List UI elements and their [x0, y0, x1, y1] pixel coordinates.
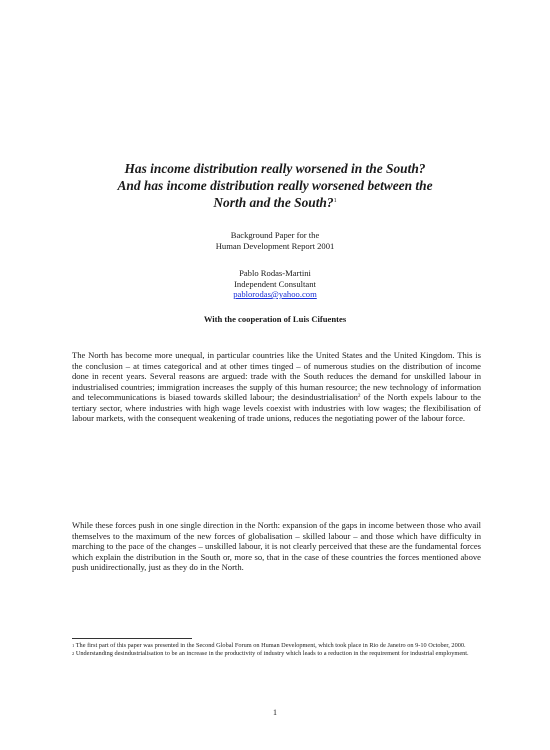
footnote-2-text: Understanding desindustrialisation to be an increase in the productivity of industry which leads to a reduction in the requirement for industrial employment.: [74, 650, 469, 658]
title-line-1: Has income distribution really worsened in the South?: [124, 161, 426, 176]
author-block: [60, 268, 490, 300]
title-line-3-text: North and the South?: [213, 195, 334, 210]
footnote-1: [72, 642, 481, 650]
paragraph-1-text-a: The North has become more unequal, in particular countries like the United States and the United Kingdom. This is the conclusion – at times categorical and at other times tinged – of numerous studies on the distribution of income done in recent years. Several reasons are argued: trade with the South reduces the demand for unskilled labour in industrialised countries; immigration increases the supply of this human resource; the new technology of information and telecommunications is biased towards skilled labour; the desindustrialisation: [72, 350, 481, 402]
paragraph-1-text-b: of the North expels labour to the tertiary sector, where industries with high wage levels coexist with industries with low wages; the flexibilisation of labour markets, with the consequent weakening of trade unions, reduces the negotiating power of the labour force.: [72, 392, 481, 423]
background-line-1: Background Paper for the: [230, 230, 320, 240]
footnote-1-ref: 1: [72, 643, 75, 648]
author-email-link[interactable]: pablorodas@yahoo.com: [233, 289, 317, 299]
background-paper-note: [60, 230, 490, 251]
author-role: Independent Consultant: [234, 278, 316, 289]
footnote-divider: [72, 638, 192, 639]
page-number: 1: [273, 708, 277, 717]
cooperation-note: With the cooperation of Luis Cifuentes: [203, 314, 347, 324]
title-line-3: [60, 194, 490, 211]
title-footnote-ref[interactable]: 1: [333, 198, 337, 204]
title-line-2: And has income distribution really worsened between the: [117, 178, 433, 193]
body-paragraph-1: [72, 350, 481, 424]
footnote-1-text: The first part of this paper was presented in the Second Global Forum on Human Development, which took place in Rio de Janeiro on 9-10 October, 2000.: [74, 642, 466, 649]
footnotes: [72, 642, 481, 659]
author-name: Pablo Rodas-Martini: [239, 268, 311, 278]
body-paragraph-2: While these forces push in one single direction in the North: expansion of the gaps in income between those who avail themselves to the maximum of the new forces of globalisation – skilled labour – and those which have difficulty in marching to the pace of the changes – unskilled labour, it is not clearly perceived that these are the fundamental forces which explain the distribution in the South or, more so, that in the case of these countries the forces mentioned above push unidirectionally, just as they do in the North.: [72, 520, 481, 572]
background-line-2: Human Development Report 2001: [215, 240, 335, 251]
footnote-2-ref: 2: [72, 651, 75, 657]
footnote-2: [72, 650, 481, 658]
paper-title: [60, 160, 490, 211]
paragraph-1-footnote-ref[interactable]: 2: [357, 394, 361, 399]
